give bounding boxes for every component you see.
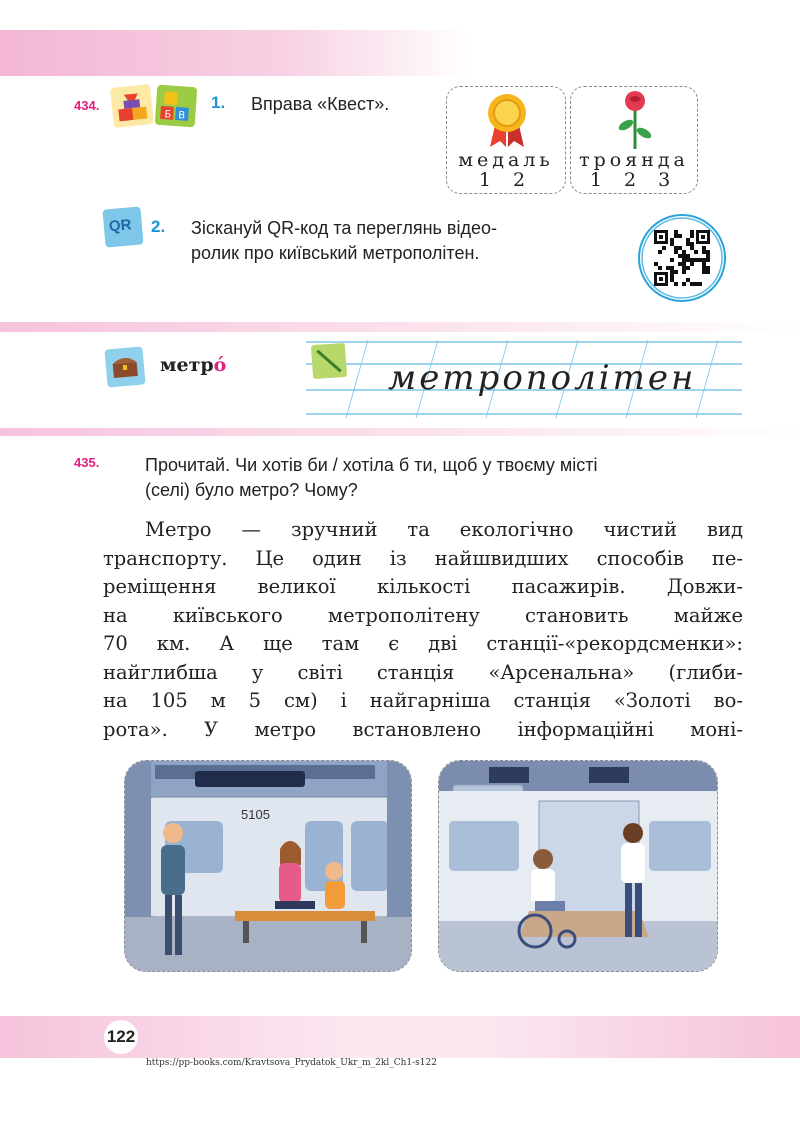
letter-cubes-icon bbox=[155, 85, 198, 128]
header-band bbox=[0, 30, 470, 76]
reading-text bbox=[103, 516, 743, 744]
instruction-line: Прочитай. Чи хотів би / хотіла б ти, щоб у твоєму місті bbox=[145, 455, 598, 475]
text-line: на 105 м 5 см) і найгарніша станція «Золоті во- bbox=[103, 689, 743, 712]
card-word: троянда bbox=[579, 149, 689, 171]
card-word: медаль bbox=[458, 149, 554, 171]
illustration-metro-platform bbox=[124, 760, 412, 972]
qr-code[interactable] bbox=[636, 212, 728, 304]
text-line: найглибша у світі станція «Арсенальна» (глиби- bbox=[103, 660, 743, 684]
word-card-medal bbox=[446, 86, 566, 194]
instruction-line: (селі) було метро? Чому? bbox=[145, 480, 358, 500]
text-line: рота». У метро встановлено інформаційні моні- bbox=[103, 717, 743, 741]
pencil-icon bbox=[311, 343, 347, 379]
task-text-line: Зіскануй QR-код та переглянь відео- bbox=[191, 218, 497, 238]
word-card-rose bbox=[570, 86, 698, 194]
task-text-line: ролик про київський метрополітен. bbox=[191, 243, 480, 263]
stressed-letter: о́ bbox=[213, 354, 227, 376]
page-number: 122 bbox=[104, 1020, 138, 1054]
blocks-icon bbox=[110, 84, 154, 128]
vocabulary-word bbox=[160, 354, 226, 376]
treasure-chest-icon bbox=[104, 346, 145, 387]
text-line: Метро — зручний та екологічно чистий вид bbox=[145, 518, 743, 541]
text-line: на київського метрополітену становить майже bbox=[103, 603, 743, 627]
qr-badge-label: QR bbox=[108, 216, 133, 236]
cursive-word: метрополітен bbox=[388, 358, 697, 398]
qr-badge-icon bbox=[102, 206, 143, 247]
illustration-accessible-boarding bbox=[438, 760, 718, 972]
task-text: Вправа «Квест». bbox=[251, 94, 390, 114]
vocabulary-word-base: метр bbox=[160, 354, 214, 376]
rose-icon bbox=[615, 89, 655, 151]
exercise-number: 434. bbox=[74, 98, 100, 113]
text-line: 70 км. А ще там є дві станції-«рекордсменки»: bbox=[103, 632, 743, 655]
train-number: 5105 bbox=[241, 807, 270, 822]
section-divider bbox=[0, 322, 800, 332]
text-line: транспорту. Це один із найшвидших способів пе- bbox=[103, 546, 743, 570]
svg-text:В: В bbox=[177, 110, 186, 122]
task-number: 1. bbox=[211, 93, 226, 112]
cursive-writing-lines bbox=[306, 338, 742, 420]
footer-url[interactable]: https://pp-books.com/Kravtsova_Prydatok_Ukr_m_2kl_Ch1-s122 bbox=[146, 1058, 437, 1068]
section-divider bbox=[0, 428, 800, 436]
medal-icon bbox=[484, 91, 530, 149]
card-letter-numbers: 1 2 bbox=[478, 169, 534, 191]
svg-text:Б: Б bbox=[163, 109, 172, 121]
exercise-number: 435. bbox=[74, 455, 100, 470]
task-number: 2. bbox=[151, 217, 166, 236]
text-line: реміщення великої кількості пасажирів. Довжи- bbox=[103, 575, 743, 598]
card-letter-numbers: 1 2 3 bbox=[589, 169, 679, 191]
